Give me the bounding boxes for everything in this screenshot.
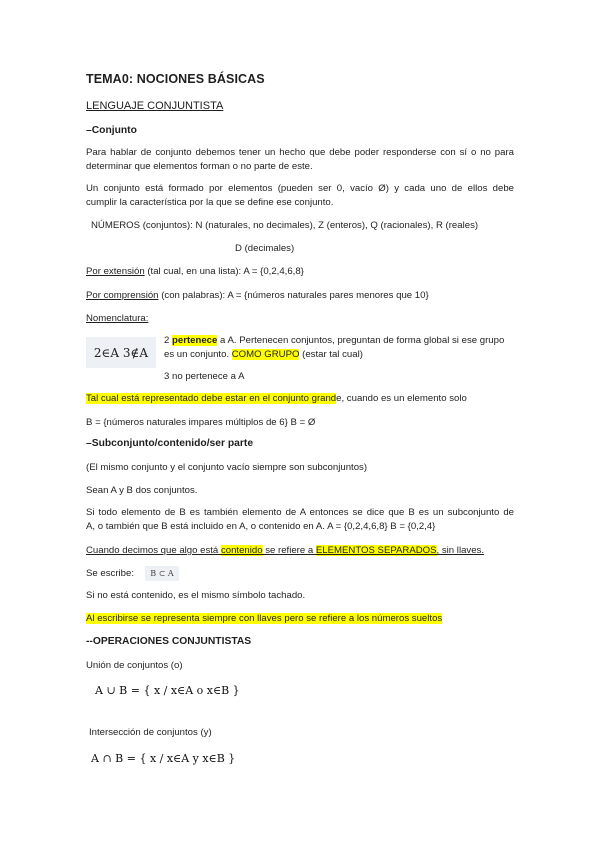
cuando-text: Cuando decimos que algo está — [86, 545, 221, 556]
section-heading-lenguaje: LENGUAJE CONJUNTISTA — [86, 100, 224, 112]
pertenece-line-2 — [164, 349, 363, 361]
paragraph-line: Un conjunto está formado por elementos (pueden ser 0, vacío Ø) y cada uno de ellos debe — [86, 183, 514, 194]
decimales-line: D (decimales) — [235, 243, 295, 254]
page-title: TEMA0: NOCIONES BÁSICAS — [86, 72, 265, 86]
se-escribe-label: Se escribe: — [86, 568, 134, 579]
cuando-text-3: , sin llaves. — [436, 545, 485, 556]
mismo-conjunto-line: (El mismo conjunto y el conjunto vacío siempre son subconjuntos) — [86, 462, 368, 473]
al-escribirse-highlight: Al escribirse se representa siempre con llaves pero se refiere a los números sueltos — [86, 613, 443, 624]
pertenece-line — [164, 335, 504, 347]
no-contenido-line: Si no está contenido, es el mismo símbolo tachado. — [86, 590, 306, 601]
extension-line — [86, 266, 304, 278]
numeros-line: NÚMEROS (conjuntos): N (naturales, no decimales), Z (enteros), Q (racionales), R (reales) — [91, 220, 479, 231]
cuando-text-2: se refiere a — [262, 545, 316, 556]
tal-cual-highlight: Tal cual está representado debe estar en el conjunto grand — [86, 393, 337, 404]
no-pertenece-line: 3 no pertenece a A — [164, 371, 245, 382]
comprension-label: Por comprensión — [86, 290, 159, 301]
interseccion-formula: A ∩ B = { x / x∈A y x∈B } — [91, 752, 236, 765]
paragraph-line: determinar que elementos forman o no parte de este. — [86, 161, 313, 172]
extension-text: (tal cual, en una lista): A = {0,2,4,6,8} — [144, 266, 304, 277]
comprension-text: (con palabras): A = {números naturales pares menores que 10} — [158, 290, 429, 301]
al-escribirse-line — [86, 613, 442, 625]
nomenclatura-label: Nomenclatura: — [86, 313, 149, 324]
pertenece-text-3: (estar tal cual) — [299, 349, 363, 360]
sean-line: Sean A y B dos conjuntos. — [86, 485, 198, 496]
heading-subconjunto: –Subconjunto/contenido/ser parte — [86, 438, 254, 449]
interseccion-label: Intersección de conjuntos (y) — [89, 727, 212, 738]
paragraph-line: Si todo elemento de B es también elemento de A entonces se dice que B es un subconjunto de — [86, 507, 514, 518]
pertenece-text-2: es un conjunto. — [164, 349, 232, 360]
paragraph-line: Para hablar de conjunto debemos tener un hecho que debe poder responderse con sí o no para — [86, 147, 514, 158]
pertenece-number: 2 — [164, 335, 173, 346]
contenido-highlight: contenido — [220, 545, 263, 556]
comprension-line — [86, 290, 429, 302]
heading-operaciones: --OPERACIONES CONJUNTISTAS — [86, 636, 252, 647]
extension-label: Por extensión — [86, 266, 145, 277]
elementos-separados-highlight: ELEMENTOS SEPARADOS — [315, 545, 437, 556]
union-label: Unión de conjuntos (o) — [86, 660, 183, 671]
pertenece-highlight: pertenece — [172, 335, 218, 346]
heading-conjunto: –Conjunto — [86, 125, 137, 136]
paragraph-line: cumplir la característica por la que se define ese conjunto. — [86, 197, 334, 208]
como-grupo-highlight: COMO GRUPO — [231, 349, 300, 360]
pertenece-text: a A. Pertenecen conjuntos, preguntan de forma global si ese grupo — [217, 335, 505, 346]
b-set-line: B = {números naturales impares múltiplos de 6} B = Ø — [86, 417, 316, 428]
union-formula: A ∪ B = { x / x∈A o x∈B } — [95, 684, 240, 697]
paragraph-line: A, o también que B está incluido en A, o contenido en A. A = {0,2,4,6,8} B = {0,2,4} — [86, 521, 436, 532]
tal-cual-text: e, cuando es un elemento solo — [336, 393, 467, 404]
tal-cual-line — [86, 393, 467, 405]
subset-symbol-image: B ⊂ A — [145, 566, 179, 581]
nomenclatura-image: 2∈A 3∉A — [86, 337, 156, 368]
cuando-line — [86, 545, 484, 557]
